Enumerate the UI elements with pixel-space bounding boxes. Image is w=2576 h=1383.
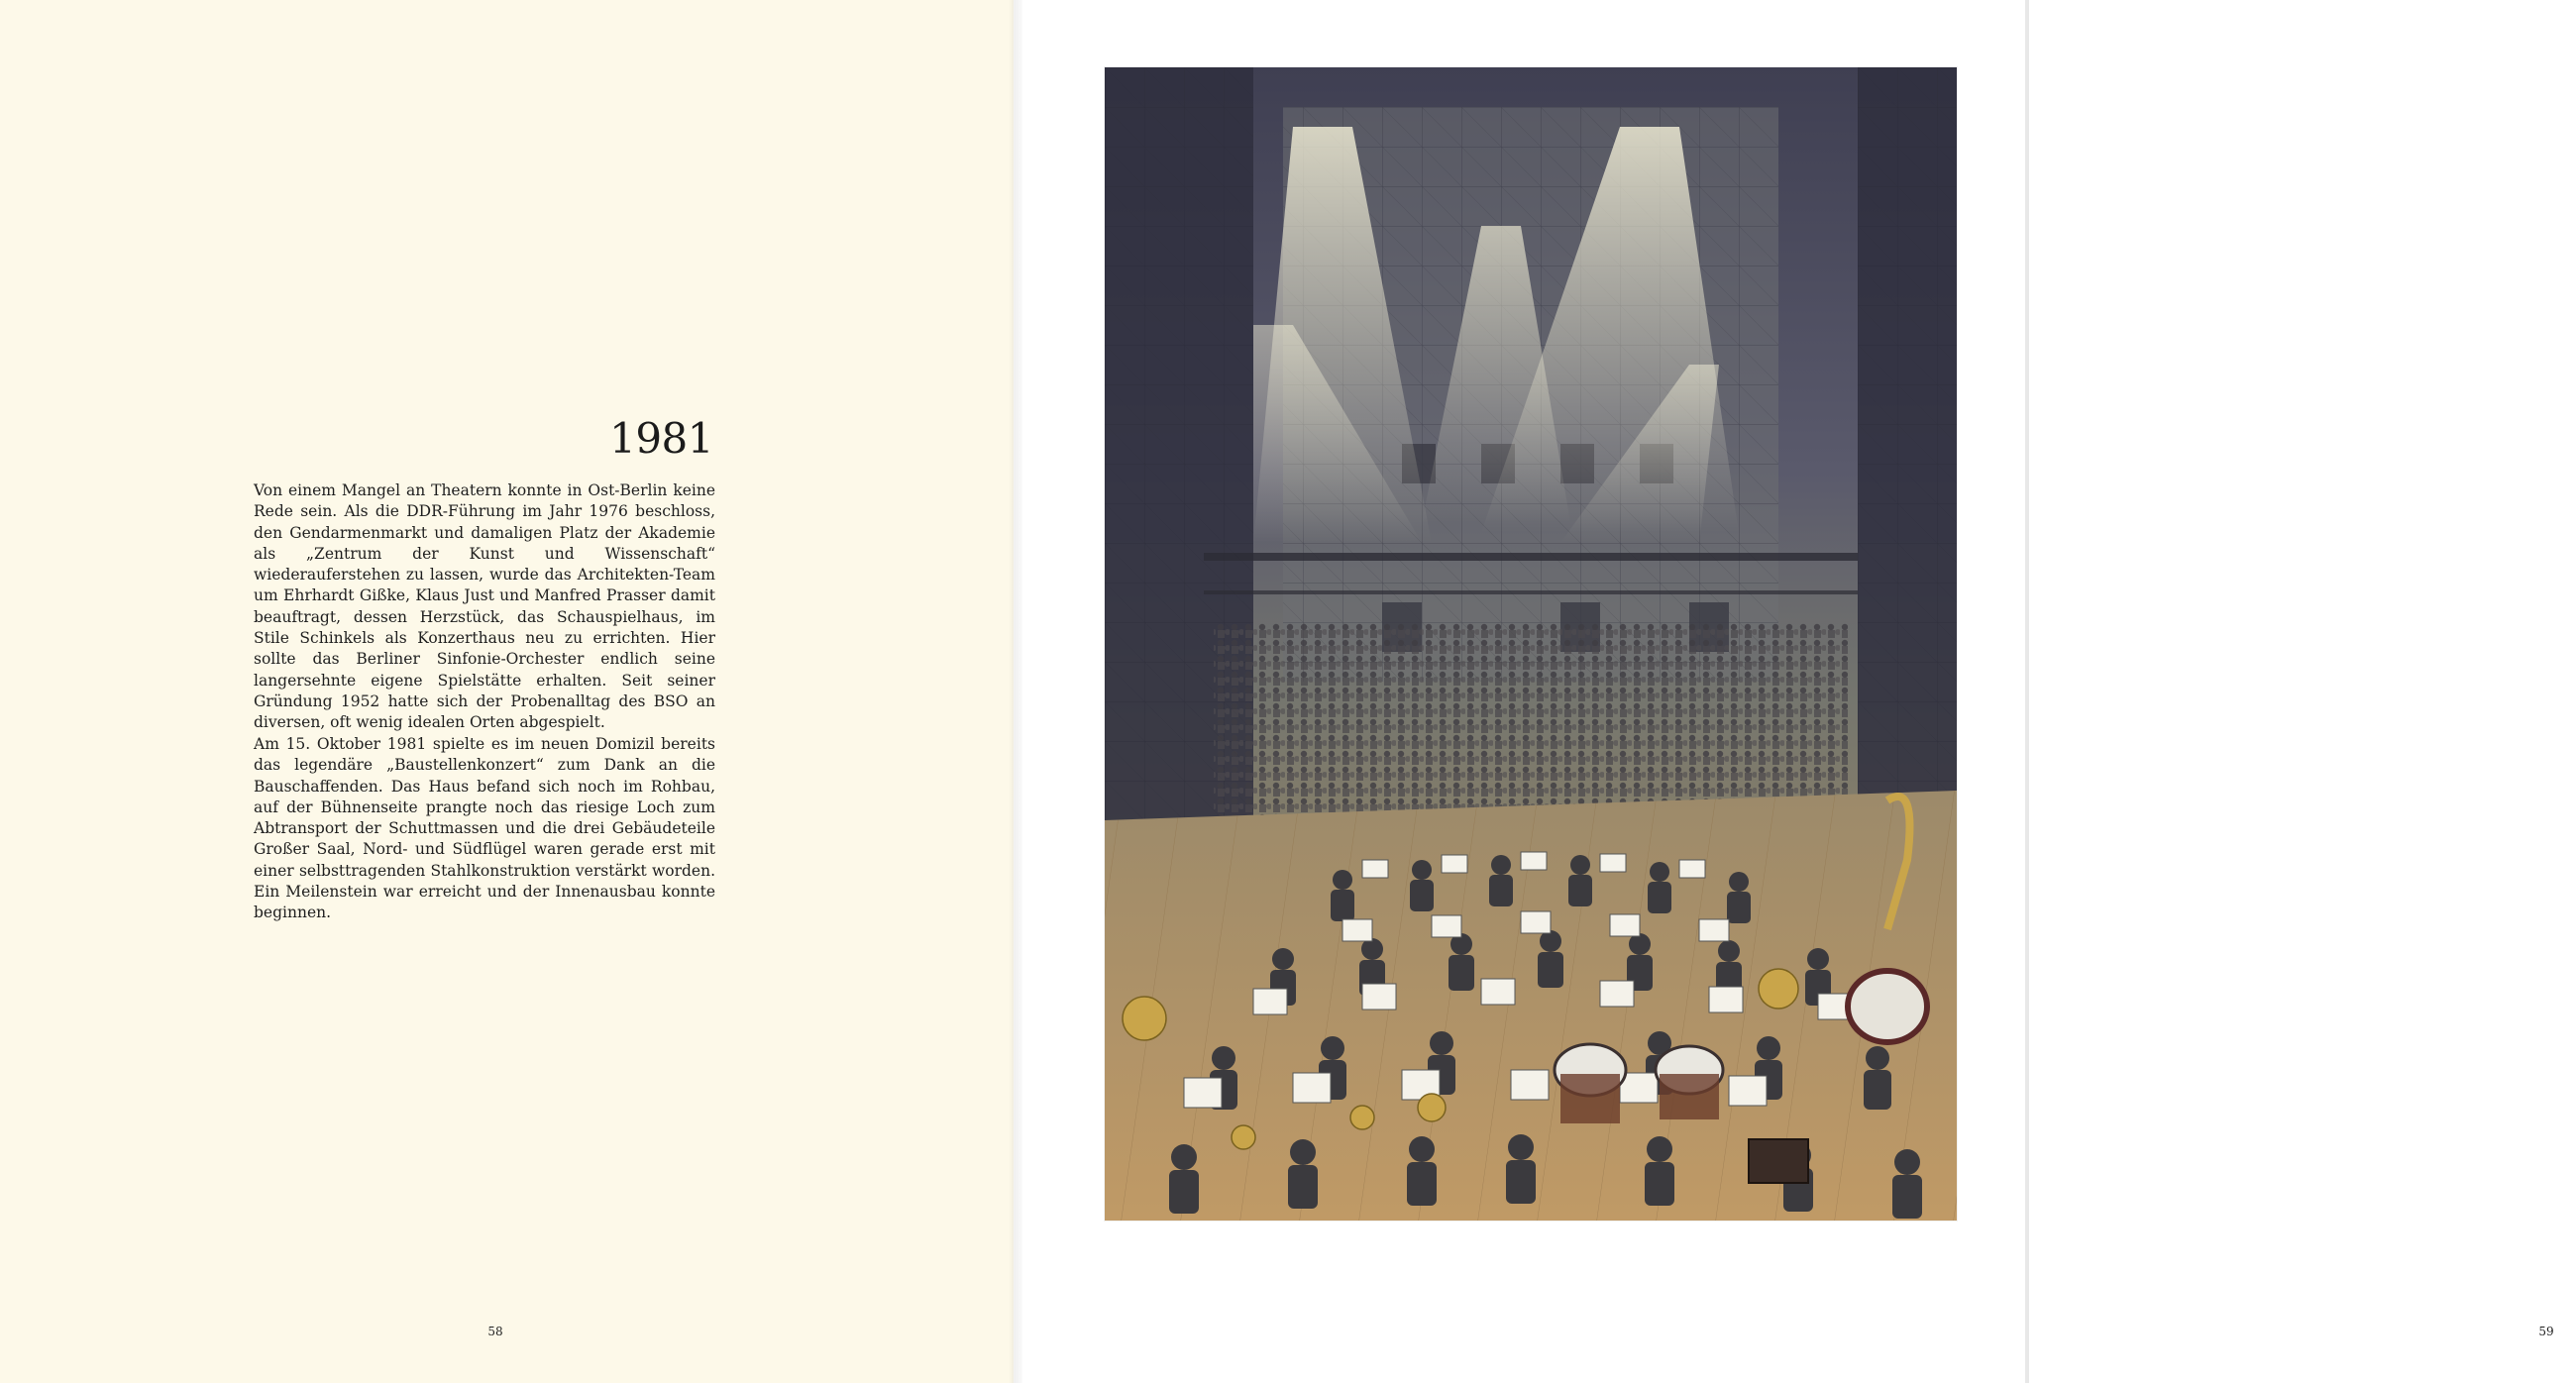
left-page	[0, 0, 1014, 1383]
audience-crowd	[1214, 622, 1848, 820]
book-gutter	[1009, 0, 1022, 1383]
body-paragraph-1: Von einem Mangel an Theatern konnte in Ost-Berlin keine Rede sein. Als die DDR-Führung im Jahr 1976 beschloss, den Gendarmenmarkt und damaligen Platz der Akademie als „Zentrum der Kunst und Wissenschaft“ wiederauferstehen zu lassen, wurde das Architekten-Team um Ehrhardt Gißke, Klaus Just und Manfred Prasser damit beauftragt, dessen Herzstück, das Schauspielhaus, im Stile Schinkels als Konzerthaus neu zu errichten. Hier sollte das Berliner Sinfonie-Orchester endlich seine langersehnte eigene Spielstätte erhalten. Seit seiner Gründung 1952 hatte sich der Probenalltag des BSO an diversen, oft wenig idealen Orten abgespielt.	[254, 481, 715, 732]
body-paragraph-2: Am 15. Oktober 1981 spielte es im neuen Domizil bereits das legendäre „Baustellenkonzert“ zum Dank an die Bauschaffenden. Das Haus befand sich noch im Rohbau, auf der Bühnenseite prangte noch das riesige Loch zum Abtransport der Schuttmassen und die drei Gebäudeteile Großer Saal, Nord- und Südflügel waren gerade erst mit einer selbsttragenden Stahlkonstruktion verstärkt worden. Ein Meilenstein war erreicht und der Innenausbau konnte beginnen.	[254, 735, 715, 922]
page-edge	[2025, 0, 2029, 1383]
year-heading: 1981	[609, 414, 713, 463]
page-number-left: 58	[487, 1325, 503, 1338]
orchestra-illustration	[1105, 67, 1957, 1221]
balcony-rail	[1204, 553, 1858, 561]
page-number-right: 59	[2538, 1325, 2554, 1338]
